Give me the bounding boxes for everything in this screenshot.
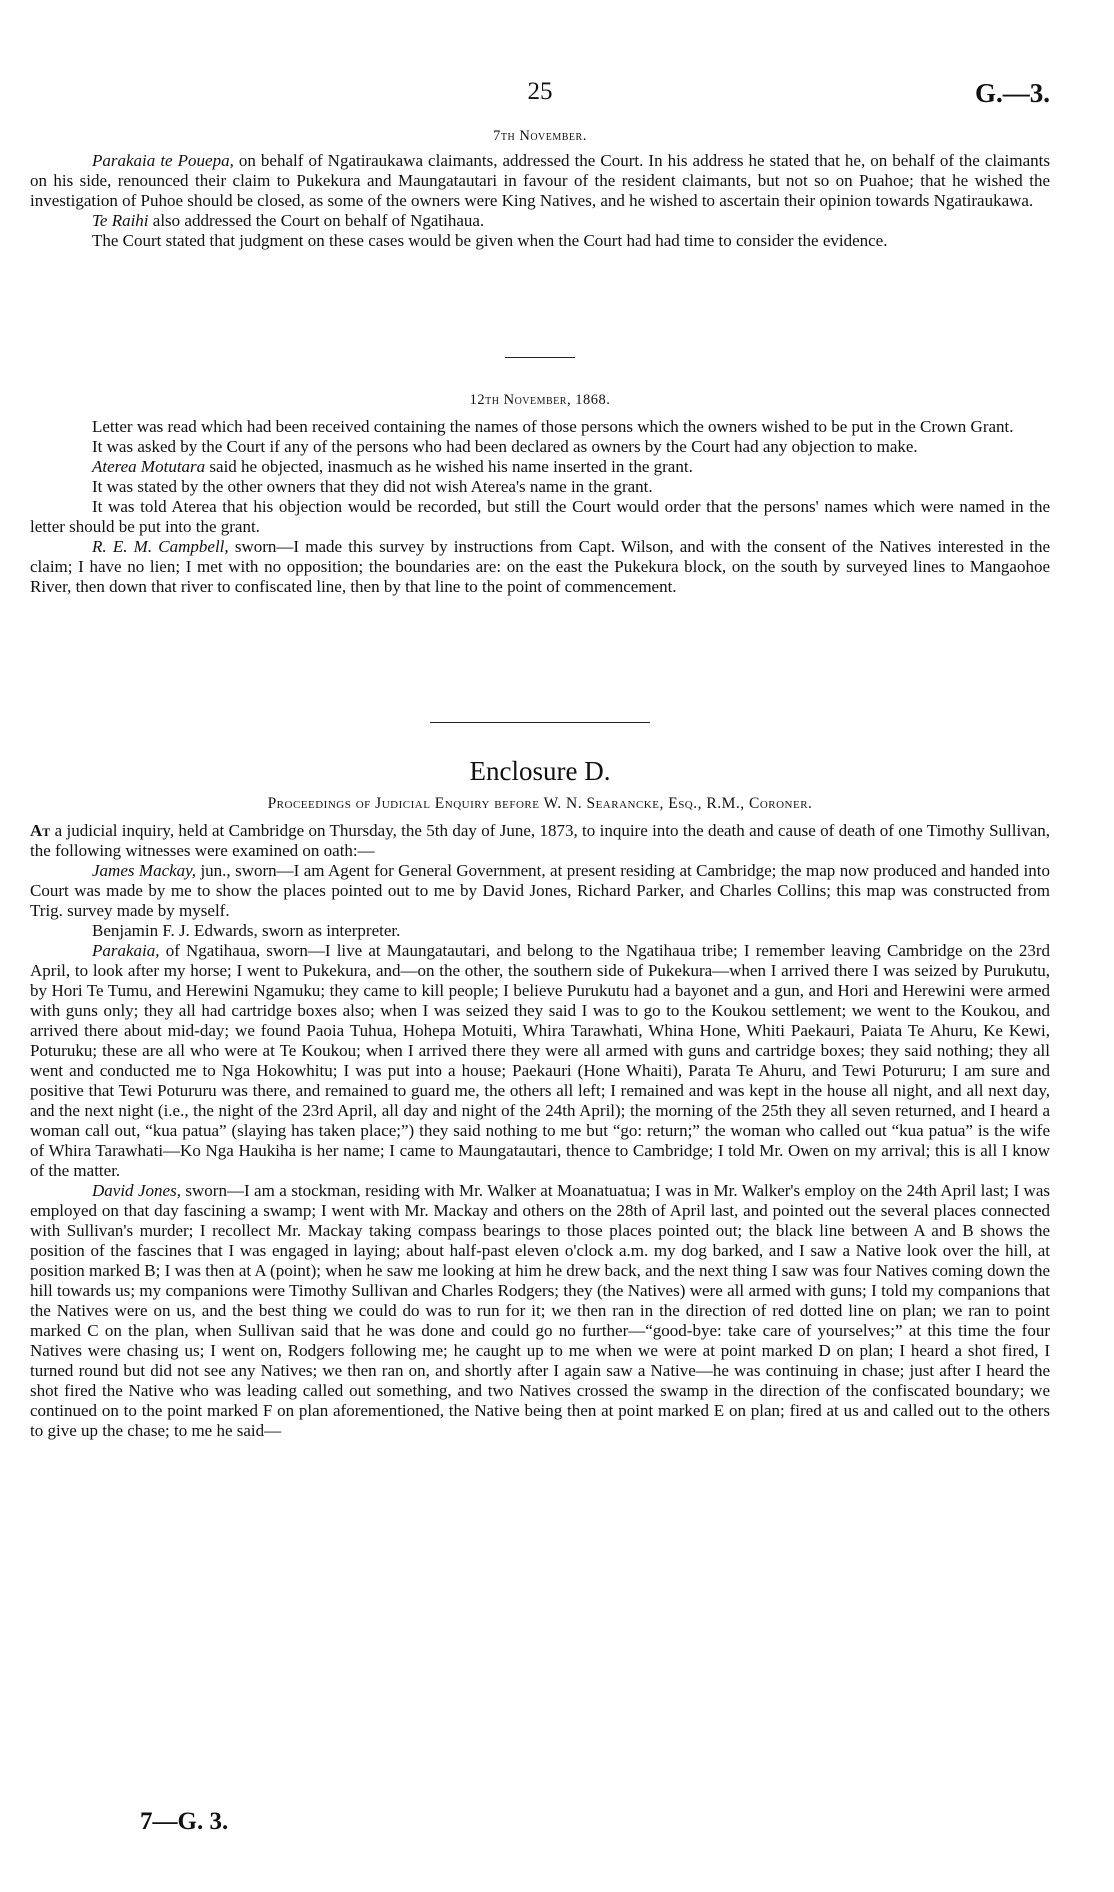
section-date-heading: 12th November, 1868. bbox=[469, 392, 611, 408]
intro-paragraph bbox=[30, 821, 1050, 861]
speaker-name: James Mackay, bbox=[92, 861, 197, 880]
section-7th-november bbox=[30, 128, 1050, 251]
paragraph bbox=[30, 941, 1050, 1181]
page-number: 25 bbox=[527, 78, 553, 105]
paragraph-text: of Ngatihaua, sworn—I live at Maungatautari, and belong to the Ngatihaua tribe; I remember leaving Cambridge on the 23rd April, to look after my horse; I went to Pukekura, and—on the other, the southern side of Pukekura—when I arrived there I was seized by Purukutu, by Hori Te Tumu, and Herewini Ngamuku; they came to kill people; I believe Purukutu had a bayonet and a gun, and Hori and Herewini were armed with guns only; they all had cartridge boxes also; when I was seized they said I was to go to the Koukou settlement; we went to the Koukou, and arrived there about mid-day; we found Paoia Tuhua, Hohepa Motuiti, Whira Tarawhati, Whina Hone, Whiti Paekauri, Paiata Te Ahuru, Ke Kewi, Poturuku; these are all who were at Te Koukou; when I arrived there they were all armed with guns and cartridge boxes; they said nothing; they all went and conducted me to Nga Hokowhitu; I was put into a house; Paekauri (Hone Whaiti), Parata Te Ahuru, and Tewi Potururu; I am sure and positive that Tewi Potururu was there, and remained to guard me, the others all left; I remained and was kept in the house all night, and all next day, and the next night (i.e., the night of the 23rd April, all day and night of the 24th April); the morning of the 25th they all seven returned, and I heard a woman call out, “kua patua” (slaying has taken place;”) they said nothing to me but “go: return;” the woman who called out “kua patua” is the wife of Whira Tarawhati—Ko Nga Haukiha is her name; I came to Maungatautari, thence to Cambridge; I told Mr. Owen on my arrival; this is all I know of the matter. bbox=[30, 941, 1050, 1180]
paragraph-text: said he objected, inasmuch as he wished his name inserted in the grant. bbox=[205, 457, 693, 476]
paragraph-text: a judicial inquiry, held at Cambridge on Thursday, the 5th day of June, 1873, to inquire into the death and cause of death of one Timothy Sullivan, the following witnesses were examined on oath:— bbox=[30, 821, 1050, 860]
speaker-name: Aterea Motutara bbox=[92, 457, 206, 476]
paragraph-text: The Court stated that judgment on these cases would be given when the Court had had time to consider the evidence. bbox=[92, 231, 888, 250]
speaker-name: David Jones, bbox=[92, 1181, 181, 1200]
paragraph bbox=[30, 537, 1050, 597]
paragraph-text: also addressed the Court on behalf of Ngatihaua. bbox=[148, 211, 485, 230]
page-footer-signature: 7—G. 3. bbox=[140, 1808, 229, 1835]
paragraph-text: Benjamin F. J. Edwards, sworn as interpreter. bbox=[92, 921, 401, 940]
enclosure-subtitle: Proceedings of Judicial Enquiry before W. N. Searancke, Esq., R.M., Coroner. bbox=[267, 795, 813, 812]
paragraph bbox=[30, 1181, 1050, 1441]
speaker-name: R. E. M. Campbell, bbox=[92, 537, 229, 556]
enclosure-d bbox=[30, 756, 1050, 1441]
speaker-name: Parakaia, bbox=[92, 941, 160, 960]
paragraph bbox=[30, 477, 1050, 497]
paragraph bbox=[30, 231, 1050, 251]
paragraph-text: Letter was read which had been received containing the names of those persons which the owners wished to be put in the Crown Grant. bbox=[92, 417, 1014, 436]
enclosure-divider bbox=[30, 722, 1050, 723]
paragraph bbox=[30, 437, 1050, 457]
paragraph-text: sworn—I am a stockman, residing with Mr. Walker at Moanatuatua; I was in Mr. Walker's employ on the 24th April last; I was employed on that day fascining a swamp; I went with Mr. Mackay and others on the 28th of April last, and pointed out the several places connected with Sullivan's murder; I recollect Mr. Mackay taking compass bearings to those places pointed out; the black line between A and B shows the position of the fascines that I was engaged in laying; about half-past eleven o'clock a.m. my dog barked, and I saw a Native look over the hill, at position marked B; I was then at A (point); when he saw me looking at him he drew back, and the next thing I saw was four Natives coming down the hill towards us; my companions were Timothy Sullivan and Charles Rodgers; they (the Natives) were all armed with guns; I told my companions that the Natives were on us, and the best thing we could do was to run for it; we then ran in the direction of red dotted line on plan; we ran to point marked C on the plan, when Sullivan said that he was done and could go no further—“good-bye: take care of yourselves;” at this time the four Natives were chasing us; I went on, Rodgers following me; he caught up to me when we were at point marked D on plan; I heard a shot fired, I turned round but did not see any Natives; we then ran on, and shortly after I again saw a Native—he was continuing in chase; just after I heard the shot fired the Native who was leading called out something, and two Natives crossed the swamp in the direction of the confiscated boundary; we continued on to the point marked F on plan aforementioned, the Native being then at point marked E on plan; fired at us and called out to the others to give up the chase; to me he said— bbox=[30, 1181, 1050, 1440]
paragraph-text: It was told Aterea that his objection would be recorded, but still the Court would order that the persons' names which were named in the letter should be put into the grant. bbox=[30, 497, 1050, 536]
section-divider bbox=[30, 357, 1050, 358]
paragraph-text: It was asked by the Court if any of the persons who had been declared as owners by the Court had any objection to make. bbox=[92, 437, 918, 456]
paragraph bbox=[30, 921, 1050, 941]
paragraph bbox=[30, 861, 1050, 921]
page-header bbox=[30, 78, 1050, 118]
paragraph-text: on behalf of Ngatiraukawa claimants, addressed the Court. In his address he stated that he, on behalf of the claimants on his side, renounced their claim to Pukekura and Maungatautari in favour of the resident claimants, but not so on Puahoe; that he wished the investigation of Puhoe should be closed, as some of the owners were King Natives, and he wished to ascertain their opinion towards Ngatiraukawa. bbox=[30, 151, 1050, 210]
speaker-name: Parakaia te Pouepa, bbox=[92, 151, 234, 170]
paragraph-text: jun., sworn—I am Agent for General Government, at present residing at Cambridge; the map now produced and handed into Court was made by me to show the places pointed out to me by David Jones, Richard Parker, and Charles Collins; this map was constructed from Trig. survey made by myself. bbox=[30, 861, 1050, 920]
paper-reference: G.—3. bbox=[974, 78, 1050, 108]
paragraph-text: It was stated by the other owners that they did not wish Aterea's name in the grant. bbox=[92, 477, 653, 496]
enclosure-title: Enclosure D. bbox=[469, 756, 611, 786]
section-date-heading: 7th November. bbox=[493, 128, 587, 144]
speaker-name: Te Raihi bbox=[92, 211, 149, 230]
long-rule bbox=[430, 722, 650, 723]
short-rule bbox=[505, 357, 575, 358]
section-12th-november bbox=[30, 392, 1050, 597]
paragraph bbox=[30, 417, 1050, 437]
paragraph bbox=[30, 497, 1050, 537]
intro-lead: At bbox=[30, 821, 51, 840]
paragraph bbox=[30, 151, 1050, 211]
paragraph bbox=[30, 457, 1050, 477]
paragraph bbox=[30, 211, 1050, 231]
paragraph-text: sworn—I made this survey by instructions from Capt. Wilson, and with the consent of the Natives interested in the claim; I have no lien; I met with no opposition; the boundaries are: on the east the Pukekura block, on the south by surveyed lines to Mangaohoe River, then down that river to confiscated line, then by that line to the point of commencement. bbox=[30, 537, 1050, 596]
